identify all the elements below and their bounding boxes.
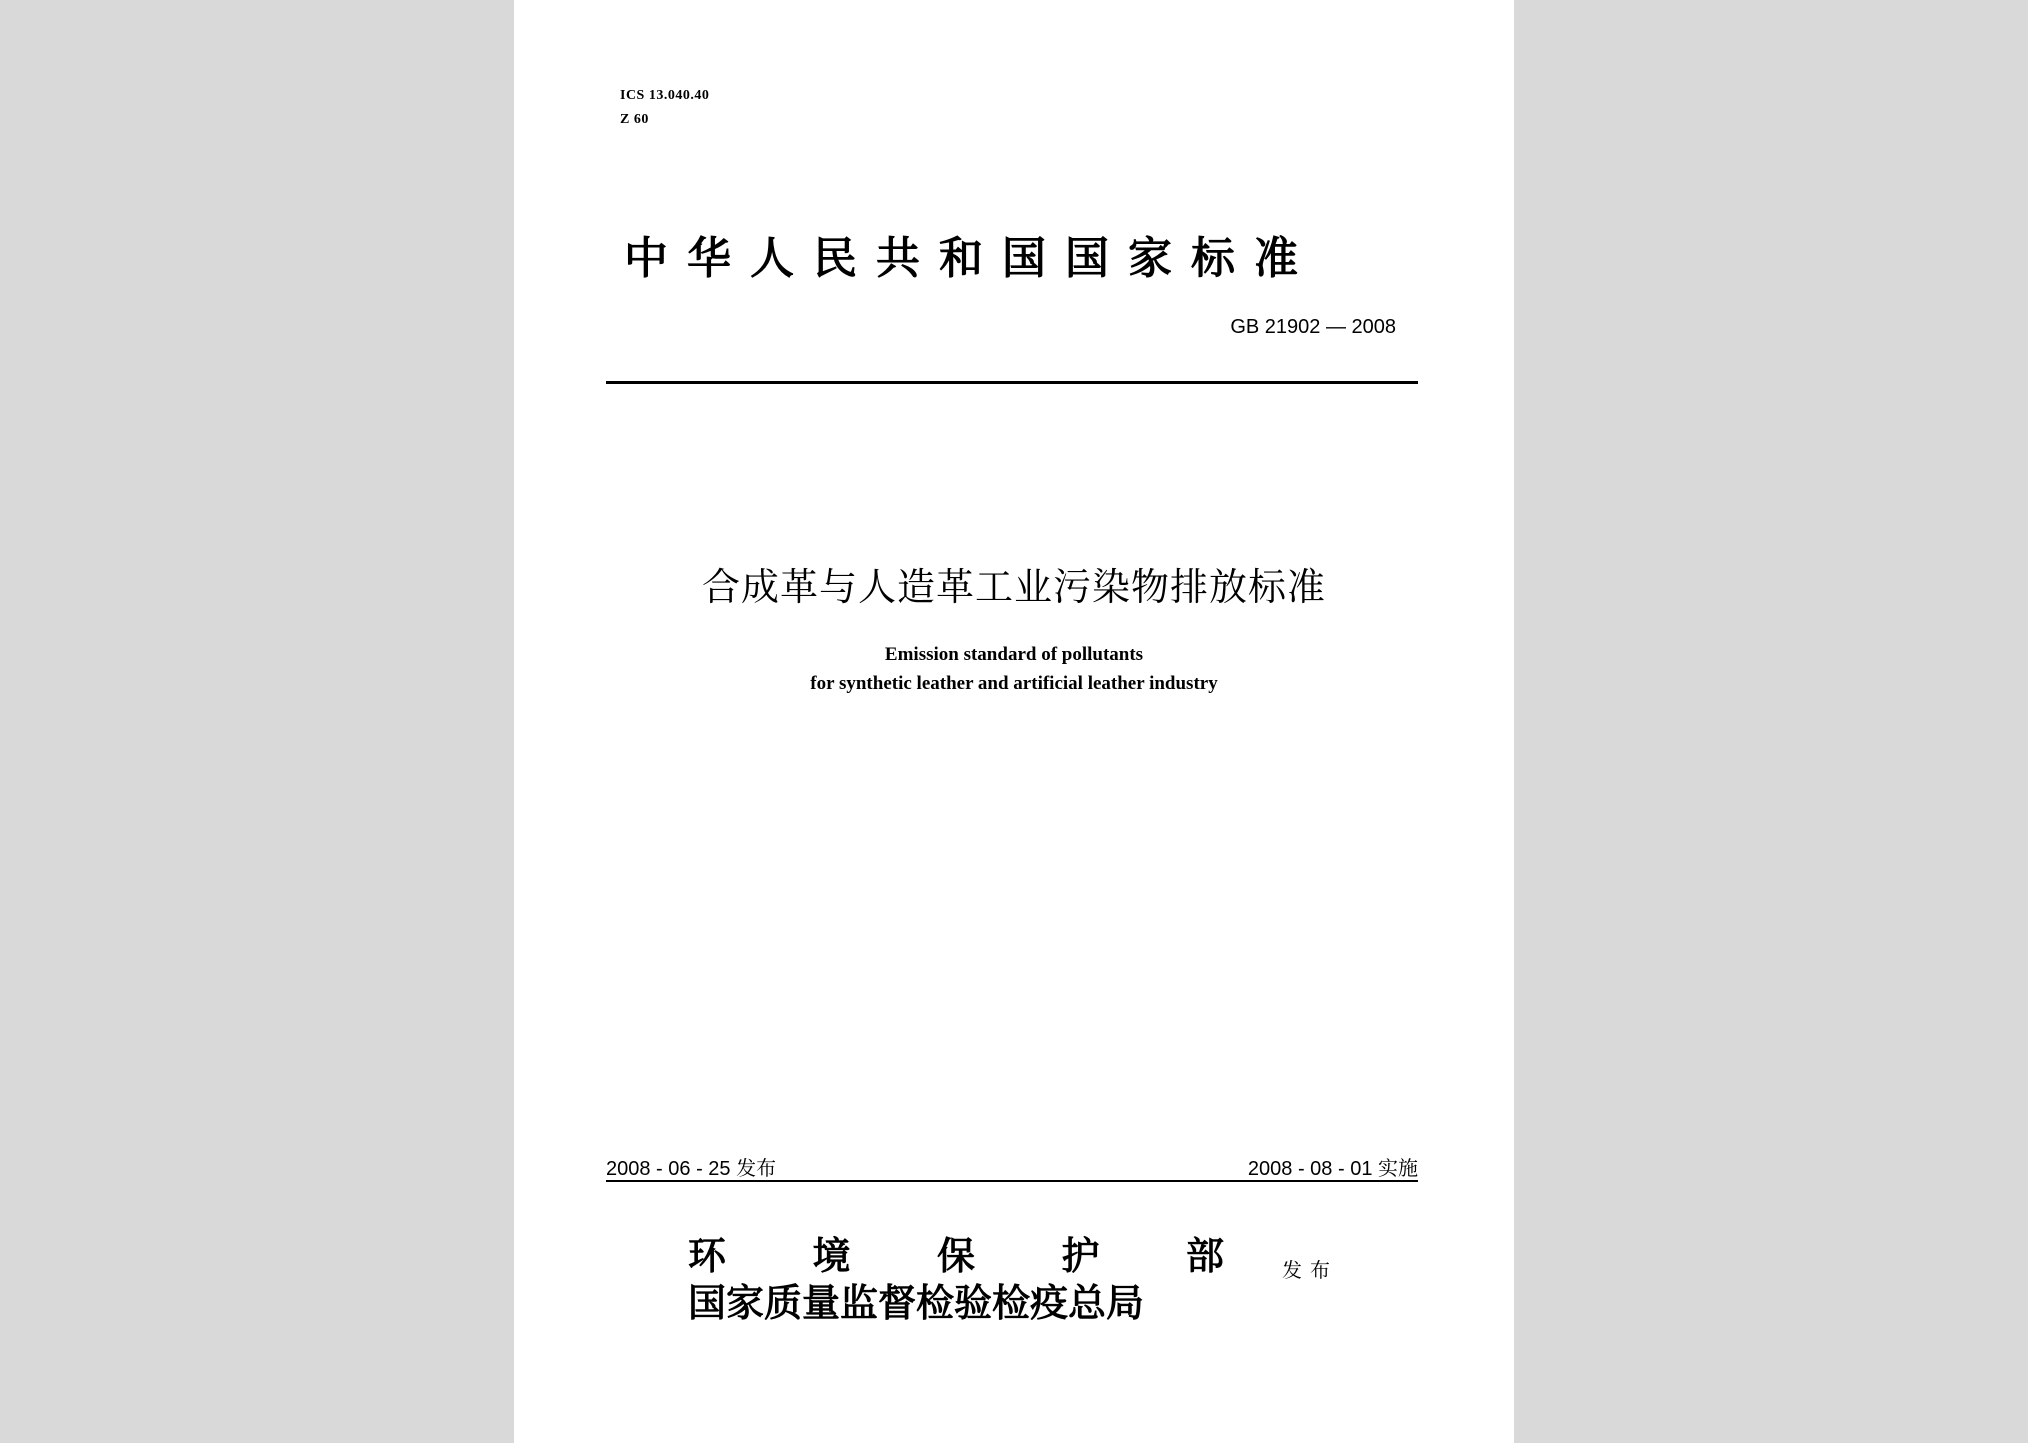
document-title-chinese: 合成革与人造革工业污染物排放标准 [701, 565, 1326, 609]
footer-divider [606, 1180, 1418, 1182]
implementation-date: 2008 - 08 - 01 实施 [1247, 1158, 1418, 1180]
document-title-english-line2: for synthetic leather and artificial leather industry [810, 673, 1218, 694]
document-title-english-line1: Emission standard of pollutants [884, 644, 1144, 665]
standard-number: GB 21902 — 2008 [1230, 316, 1396, 338]
issuer-ministry-char: 境 [812, 1234, 851, 1278]
document-page [514, 0, 1514, 1443]
ics-code: ICS 13.040.40 [620, 88, 710, 103]
header-divider [606, 381, 1418, 384]
issuer-ministry-char: 部 [1185, 1234, 1224, 1278]
national-standard-title: 中华人民共和国国家标准 [624, 233, 1317, 284]
issuer-ministry-char: 护 [1061, 1234, 1100, 1278]
issuer-aqsiq: 国家质量监督检验检疫总局 [688, 1281, 1145, 1325]
issue-date: 2008 - 06 - 25 发布 [606, 1158, 777, 1180]
issuer-ministry-char: 环 [688, 1234, 727, 1278]
classification-code: Z 60 [620, 112, 649, 127]
issuer-ministry-char: 保 [936, 1234, 975, 1278]
issued-by-label: 发布 [1282, 1258, 1338, 1282]
